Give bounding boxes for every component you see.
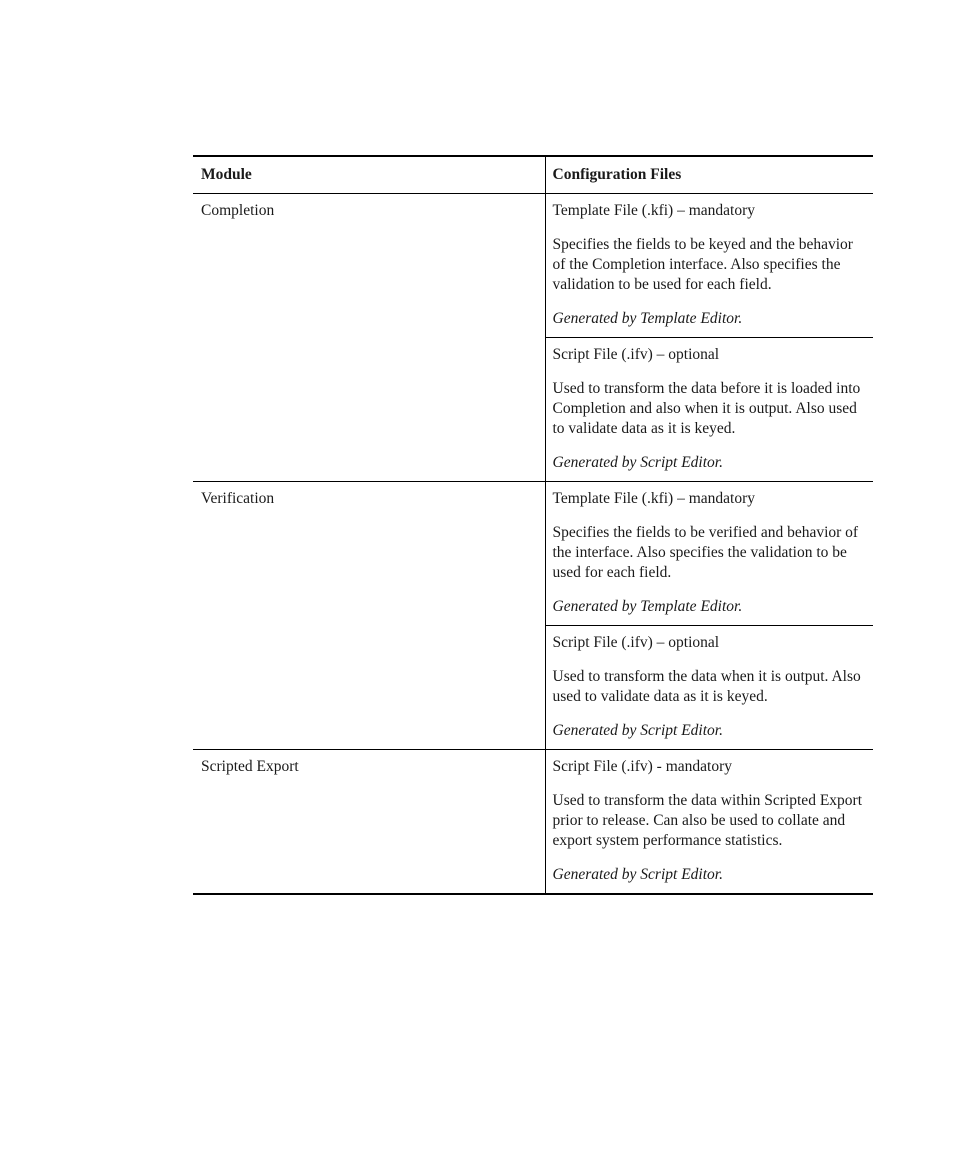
config-file-generator: Generated by Template Editor. bbox=[552, 598, 743, 615]
config-file-name: Script File (.ifv) – optional bbox=[552, 634, 720, 651]
header-module: Module bbox=[193, 156, 545, 194]
module-config-table bbox=[193, 155, 873, 895]
config-file-name: Script File (.ifv) - mandatory bbox=[552, 758, 732, 775]
config-file-generator: Generated by Script Editor. bbox=[552, 722, 723, 739]
table-row-scripted-export bbox=[193, 750, 873, 895]
config-file-description: Used to transform the data within Scripted Export prior to release. Can also be used to collate and export system performance statistics. bbox=[552, 792, 863, 849]
config-file-description: Used to transform the data when it is output. Also used to validate data as it is keyed. bbox=[552, 668, 861, 705]
table-row-verification bbox=[193, 482, 873, 626]
config-file-description: Specifies the fields to be keyed and the behavior of the Completion interface. Also specifies the validation to be used for each field. bbox=[552, 236, 853, 293]
config-file-generator: Generated by Template Editor. bbox=[552, 310, 743, 327]
config-entry bbox=[545, 750, 873, 895]
module-name-completion: Completion bbox=[193, 194, 545, 482]
config-file-generator: Generated by Script Editor. bbox=[552, 866, 723, 883]
config-file-name: Template File (.kfi) – mandatory bbox=[552, 202, 756, 219]
config-file-name: Script File (.ifv) – optional bbox=[552, 346, 720, 363]
config-entry bbox=[545, 482, 873, 626]
config-file-generator: Generated by Script Editor. bbox=[552, 454, 723, 471]
config-entry bbox=[545, 626, 873, 750]
header-configuration-files: Configuration Files bbox=[545, 156, 873, 194]
module-name-verification: Verification bbox=[193, 482, 545, 750]
config-file-name: Template File (.kfi) – mandatory bbox=[552, 490, 756, 507]
config-entry bbox=[545, 194, 873, 338]
config-file-description: Specifies the fields to be verified and behavior of the interface. Also specifies the validation to be used for each field. bbox=[552, 524, 859, 581]
table-header-row bbox=[193, 156, 873, 194]
table-row-completion bbox=[193, 194, 873, 338]
module-name-scripted-export: Scripted Export bbox=[193, 750, 545, 895]
config-file-description: Used to transform the data before it is loaded into Completion and also when it is output. Also used to validate data as it is keyed. bbox=[552, 380, 861, 437]
config-entry bbox=[545, 338, 873, 482]
